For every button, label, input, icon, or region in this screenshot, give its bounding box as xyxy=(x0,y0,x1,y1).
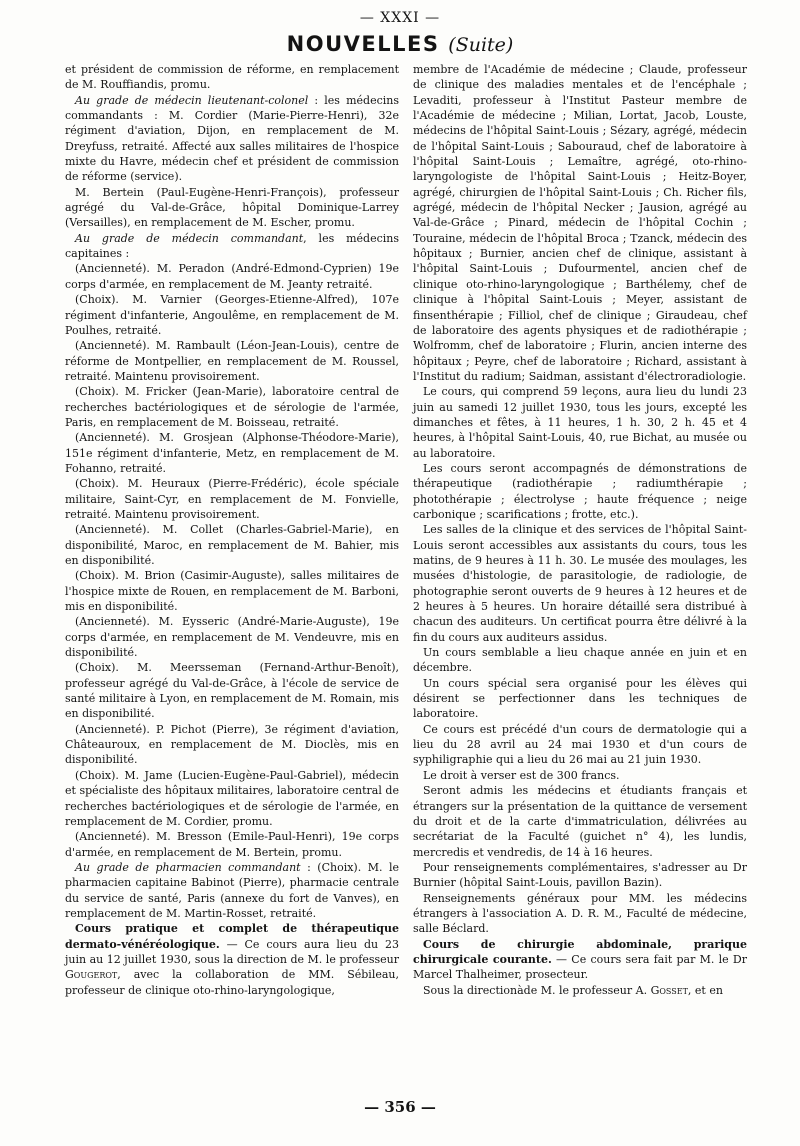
paragraph xyxy=(413,937,747,983)
body-text: (Choix). M. Meersseman (Fernand-Arthur-Benoît), professeur agrégé du Val-de-Grâce, à l'école de service de santé militaire à Lyon, en remplacement de M. Romain, mis en disponibilité. xyxy=(65,661,399,721)
body-text: Les salles de la clinique et des services de l'hôpital Saint-Louis seront accessibles aux assistants du cours, tous les matins, de 9 heures à 11 h. 30. Le musée des moulages, les musées d'histologie, de parasitologie, de radiologie, de photographie seront ouverts de 9 heures à 12 heures et de 2 heures à 5 heures. Un horaire détaillé sera distribué à chacun des auditeurs. Un certificat pourra être délivré à la fin du cours aux auditeurs assidus. xyxy=(413,523,747,644)
paragraph xyxy=(65,338,399,384)
paragraph xyxy=(413,983,747,998)
body-text: , les médecins capitaines : xyxy=(65,231,400,261)
left-column xyxy=(65,62,399,998)
section-title-main: NOUVELLES xyxy=(286,32,440,56)
body-text: Un cours spécial sera organisé pour les élèves qui désirent se perfectionner dans les techniques de laboratoire. xyxy=(413,676,747,721)
body-text: Gougerot xyxy=(65,968,118,982)
body-text: , et en xyxy=(687,983,723,997)
paragraph xyxy=(65,568,399,614)
body-text: Le droit à verser est de 300 francs. xyxy=(423,768,620,782)
paragraph xyxy=(413,645,747,676)
body-text: (Choix). M. Heuraux (Pierre-Frédéric), école spéciale militaire, Saint-Cyr, en remplacement de M. Fonvielle, retraité. Maintenu provisoirement. xyxy=(65,477,399,521)
page-number: — 356 — xyxy=(364,1098,436,1116)
body-text: Gosset xyxy=(650,983,688,997)
body-text: — Ce cours aura lieu du 23 juin au 12 juillet 1930, sous la direction de M. le professeur xyxy=(65,937,399,966)
heading-text: Cours de chirurgie abdominale, prarique chirurgicale courante. xyxy=(413,937,747,966)
body-text: Renseignements généraux pour MM. les médecins étrangers à l'association A. D. R. M., Faculté de médecine, salle Béclard. xyxy=(413,891,747,936)
paragraph xyxy=(65,185,399,231)
paragraph xyxy=(65,62,399,93)
body-text: (Ancienneté). M. Bresson (Emile-Paul-Henri), 19e corps d'armée, en remplacement de M. Bertein, promu. xyxy=(65,830,399,859)
paragraph xyxy=(65,93,399,185)
paragraph xyxy=(65,231,399,262)
body-text: (Choix). M. Jame (Lucien-Eugène-Paul-Gabriel), médecin et spécialiste des hôpitaux militaires, laboratoire central de recherches bactériologiques et de sérologie de l'armée, en remplacement de M. Cordier, promu. xyxy=(65,768,399,828)
paragraph xyxy=(413,522,747,645)
section-title-suite: (Suite) xyxy=(448,34,514,56)
body-text: (Choix). M. Fricker (Jean-Marie), laboratoire central de recherches bactériologiques et de sérologie de l'armée, Paris, en remplacement de M. Boisseau, retraité. xyxy=(65,385,399,429)
paragraph xyxy=(413,722,747,768)
paragraph xyxy=(65,860,399,921)
body-text: : (Choix). M. le pharmacien capitaine Babinot (Pierre), pharmacie centrale du service de santé, Paris (annexe du fort de Vanves), en remplacement de M. Martin-Rosset, retraité. xyxy=(65,860,400,920)
body-text: : les médecins commandants : M. Cordier (Marie-Pierre-Henri), 32e régiment d'aviation, Dijon, en remplacement de M. Dreyfuss, retraité. Affecté aux salles militaires de l'hospice mixte du Havre, médecin chef et président de commission de réforme (service). xyxy=(65,93,399,184)
paragraph xyxy=(65,614,399,660)
body-text: (Ancienneté). M. Peradon (André-Edmond-Cyprien) 19e corps d'armée, en remplacement de M. Jeanty retraité. xyxy=(65,262,399,291)
paragraph xyxy=(413,891,747,937)
right-column xyxy=(413,62,747,998)
body-text: (Choix). M. Brion (Casimir-Auguste), salles militaires de l'hospice mixte de Rouen, en remplacement de M. Barboni, mis en disponibilité. xyxy=(65,569,399,614)
paragraph xyxy=(65,430,399,476)
paragraph xyxy=(65,660,399,721)
paragraph xyxy=(65,292,399,338)
body-text: Le cours, qui comprend 59 leçons, aura lieu du lundi 23 juin au samedi 12 juillet 1930, tous les jours, excepté les dimanches et fêtes, à 11 heures, 1 h. 30, 2 h. 45 et 4 heures, à l'hôpital Saint-Louis, 40, rue Bichat, au musée ou au laboratoire. xyxy=(413,385,747,460)
paragraph xyxy=(65,722,399,768)
body-text: Ce cours est précédé d'un cours de dermatologie qui a lieu du 28 avril au 24 mai 1930 et d'un cours de syphiligraphie qui a lieu du 26 mai au 21 juin 1930. xyxy=(413,722,747,767)
paragraph xyxy=(65,829,399,860)
body-text: Les cours seront accompagnés de démonstrations de thérapeutique (radiothérapie ; radiumthérapie ; photothérapie ; électrolyse ; haute fréquence ; neige carbonique ; scarifications ; frotte, etc.). xyxy=(413,461,747,521)
paragraph xyxy=(413,768,747,783)
paragraph xyxy=(65,384,399,430)
body-text: (Choix). M. Varnier (Georges-Etienne-Alfred), 107e régiment d'infanterie, Angoulême, en remplacement de M. Poulhes, retraité. xyxy=(65,293,399,337)
body-text: M. Bertein (Paul-Eugène-Henri-François), professeur agrégé du Val-de-Grâce, hôpital Dominique-Larrey (Versailles), en remplacement de M. Escher, promu. xyxy=(65,185,399,230)
roman-folio: — XXXI — xyxy=(359,10,441,26)
section-title xyxy=(0,32,800,56)
paragraph xyxy=(413,860,747,891)
paragraph xyxy=(413,62,747,384)
body-text: Un cours semblable a lieu chaque année en juin et en décembre. xyxy=(413,646,747,675)
paragraph xyxy=(65,522,399,568)
paragraph xyxy=(413,461,747,522)
body-text: (Ancienneté). M. Rambault (Léon-Jean-Louis), centre de réforme de Montpellier, en remplacement de M. Roussel, retraité. Maintenu provisoirement. xyxy=(65,339,399,383)
paragraph xyxy=(413,676,747,722)
body-text: (Ancienneté). M. Collet (Charles-Gabriel-Marie), en disponibilité, Maroc, en remplacement de M. Bahier, mis en disponibilité. xyxy=(65,523,399,567)
paragraph xyxy=(65,768,399,829)
body-text: Pour renseignements complémentaires, s'adresser au Dr Burnier (hôpital Saint-Louis, pavillon Bazin). xyxy=(413,860,747,890)
italic-text: Au grade de pharmacien commandant xyxy=(75,860,301,874)
italic-text: Au grade de médecin lieutenant-colonel xyxy=(75,93,309,107)
body-text: , avec la collaboration de MM. Sébileau, professeur de clinique oto-rhino-laryngologique, xyxy=(65,968,399,997)
paragraph xyxy=(413,783,747,860)
paragraph xyxy=(65,261,399,292)
body-text: (Ancienneté). P. Pichot (Pierre), 3e régiment d'aviation, Châteauroux, en remplacement de M. Dioclès, mis en disponibilité. xyxy=(65,722,399,767)
paragraph xyxy=(413,384,747,461)
body-text: membre de l'Académie de médecine ; Claude, professeur de clinique des maladies mentales et de l'encéphale ; Levaditi, professeur à l'Institut Pasteur membre de l'Académie de médecine ; Milian, Lortat, Jacob, Louste, médecins de l'hôpital Saint-Louis ; Sézary, agrégé, médecin de l'hôpital Saint-Louis ; Sabouraud, chef de laboratoire à l'hôpital Saint-Louis ; Lemaître, agrégé, oto-rhino-laryngologiste de l'hôpital Saint-Louis ; Heitz-Boyer, agrégé, chirurgien de l'hôpital Saint-Louis ; Ch. Richer fils, agrégé, médecin de l'hôpital Necker ; Jausion, agrégé au Val-de-Grâce ; Pinard, médecin de l'hôpital Cochin ; Touraine, médecin de l'hôpital Broca ; Tzanck, médecin des hôpitaux ; Burnier, ancien chef de clinique, assistant à l'hôpital Saint-Louis ; Dufourmentel, ancien chef de clinique oto-rhino-laryngologique ; Barthélemy, chef de clinique à l'hôpital Saint-Louis ; Meyer, assistant de finsenthérapie ; Filliol, chef de clinique ; Giraudeau, chef de laboratoire des agents physiques et de radiothérapie ; Wolfromm, chef de laboratoire ; Flurin, ancien interne des hôpitaux ; Peyre, chef de laboratoire ; Richard, assistant à l'Institut du radium; Saidman, assistant d'électroradiologie. xyxy=(413,63,747,383)
paragraph xyxy=(65,476,399,522)
heading-text: Cours pratique et complet de thérapeutique dermato-vénéréologique. xyxy=(65,922,399,951)
body-text: (Ancienneté). M. Grosjean (Alphonse-Théodore-Marie), 151e régiment d'infanterie, Metz, en remplacement de M. Fohanno, retraité. xyxy=(65,431,399,475)
body-text: (Ancienneté). M. Eysseric (André-Marie-Auguste), 19e corps d'armée, en remplacement de M. Vendeuvre, mis en disponibilité. xyxy=(65,615,399,660)
body-text: — Ce cours sera fait par M. le Dr Marcel Thalheimer, prosecteur. xyxy=(413,952,747,982)
italic-text: Au grade de médecin commandant xyxy=(75,231,304,245)
body-text: Seront admis les médecins et étudiants français et étrangers sur la présentation de la quittance de versement du droit et de la carte d'immatriculation, délivrées au secrétariat de la Faculté (guichet n° 4), les lundis, mercredis et vendredis, de 14 à 16 heures. xyxy=(413,784,747,859)
paragraph xyxy=(65,921,399,998)
body-text: Sous la directionàde M. le professeur A. xyxy=(423,983,651,997)
body-text: et président de commission de réforme, en remplacement de M. Rouffiandis, promu. xyxy=(65,63,399,92)
